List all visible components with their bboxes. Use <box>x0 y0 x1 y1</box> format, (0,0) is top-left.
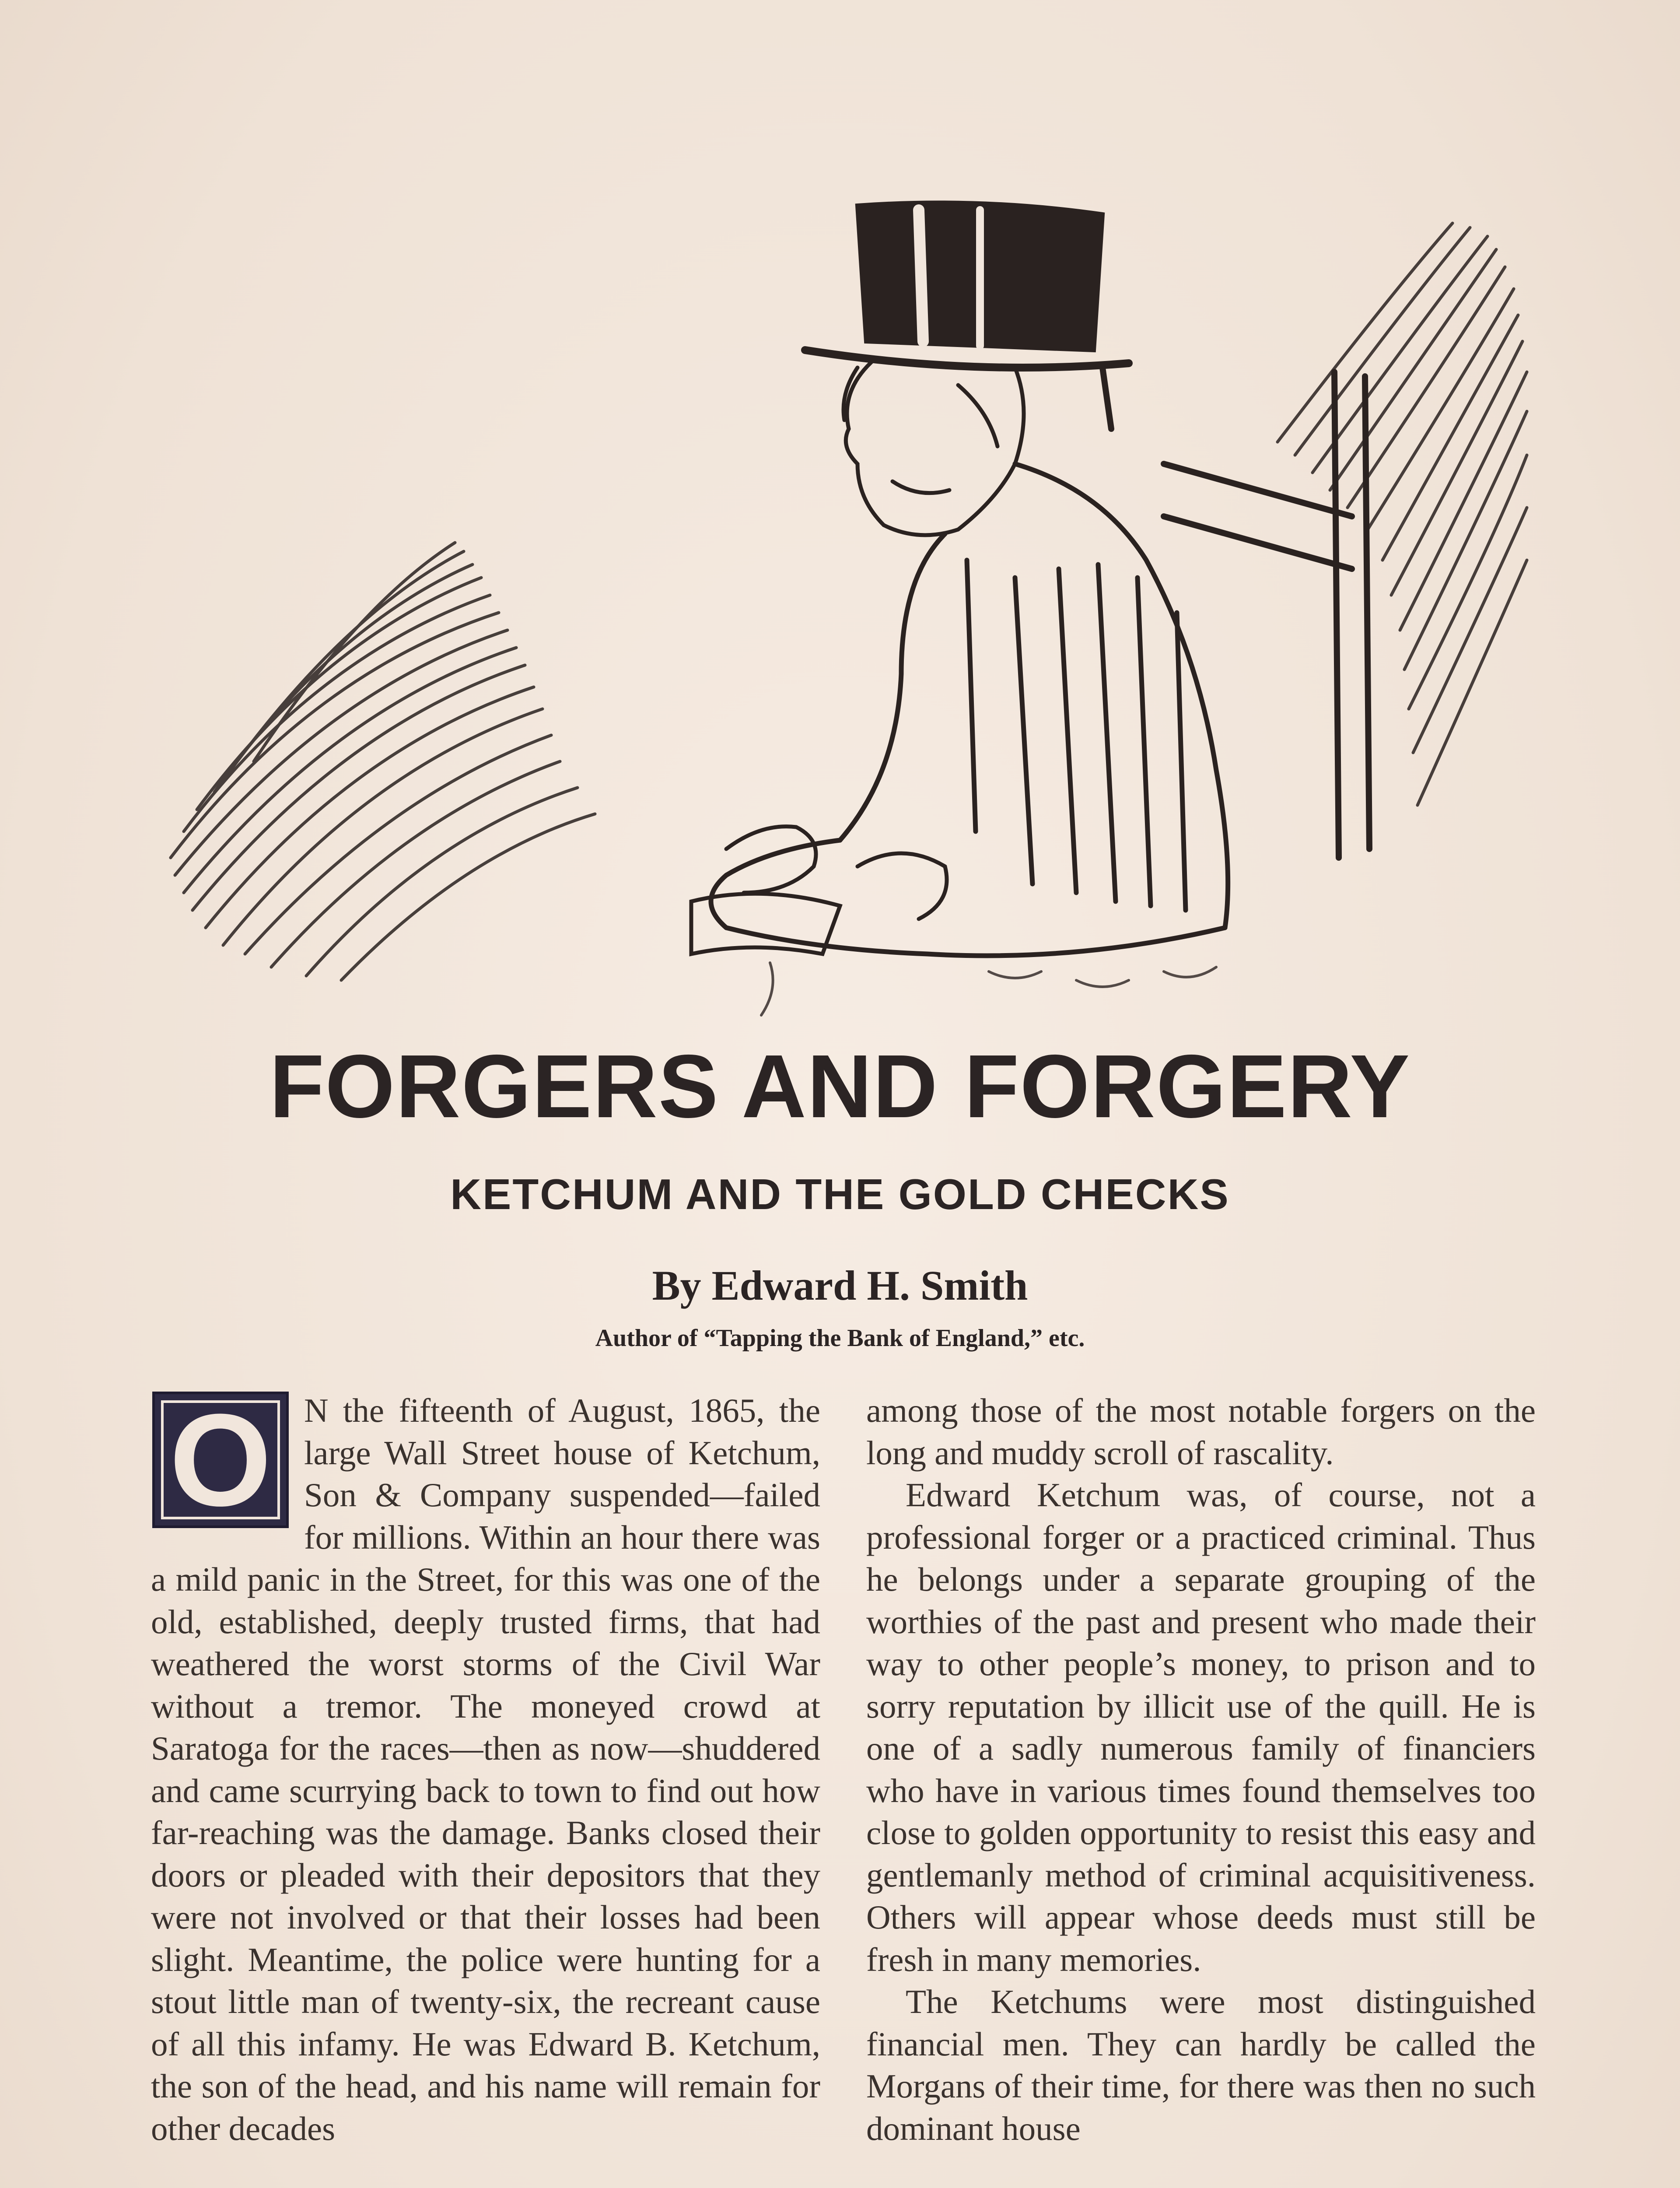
paragraph: N the fifteenth of August, 1865, the large Wall Street house of Ketchum, Son & Company suspended—failed for millions. Within an hour there was a mild panic in the Street, for this was one of the old, established, deeply trusted firms, that had weathered the worst storms of the Civil War without a tremor. The moneyed crowd at Saratoga for the races—then as now—shuddered and came scurrying back to town to find out how far-reaching was the damage. Banks closed their doors or pleaded with their depositors that they were not involved or that their losses had been slight. Meantime, the police were hunting for a stout little man of twenty-six, the recreant cause of all this infamy. He was Edward B. Ketchum, the son of the head, and his name will remain for other decades <box>151 1392 820 2147</box>
left-column <box>151 1386 820 2149</box>
dropcap <box>151 1386 290 1533</box>
article-subtitle: KETCHUM AND THE GOLD CHECKS <box>450 1170 1230 1218</box>
paragraph: The Ketchums were most distinguished financial men. They can hardly be called the Morgans of their time, for there was then no such dominant house <box>866 1983 1536 2147</box>
man-in-top-hat-illustration <box>158 184 1531 1024</box>
article-title: FORGERS AND FORGERY <box>269 1036 1411 1136</box>
author-credit: Author of “Tapping the Bank of England,” etc. <box>595 1325 1085 1352</box>
right-column <box>866 1389 1536 2149</box>
article-byline: By Edward H. Smith <box>652 1262 1028 1309</box>
paragraph: among those of the most notable forgers on the long and muddy scroll of rascality. <box>866 1392 1536 1472</box>
paragraph: Edward Ketchum was, of course, not a professional forger or a practiced criminal. Thus he belongs under a separate grouping of the worthies of the past and present who made their way to other people’s money, to prison and to sorry reputation by illicit use of the quill. He is one of a sadly numerous family of financiers who have in various times found themselves too close to golden opportunity to resist this easy and gentlemanly method of criminal acquisitiveness. Others will appear whose deeds must still be fresh in many memories. <box>866 1476 1536 1978</box>
dropcap-letter: O <box>169 1386 272 1533</box>
